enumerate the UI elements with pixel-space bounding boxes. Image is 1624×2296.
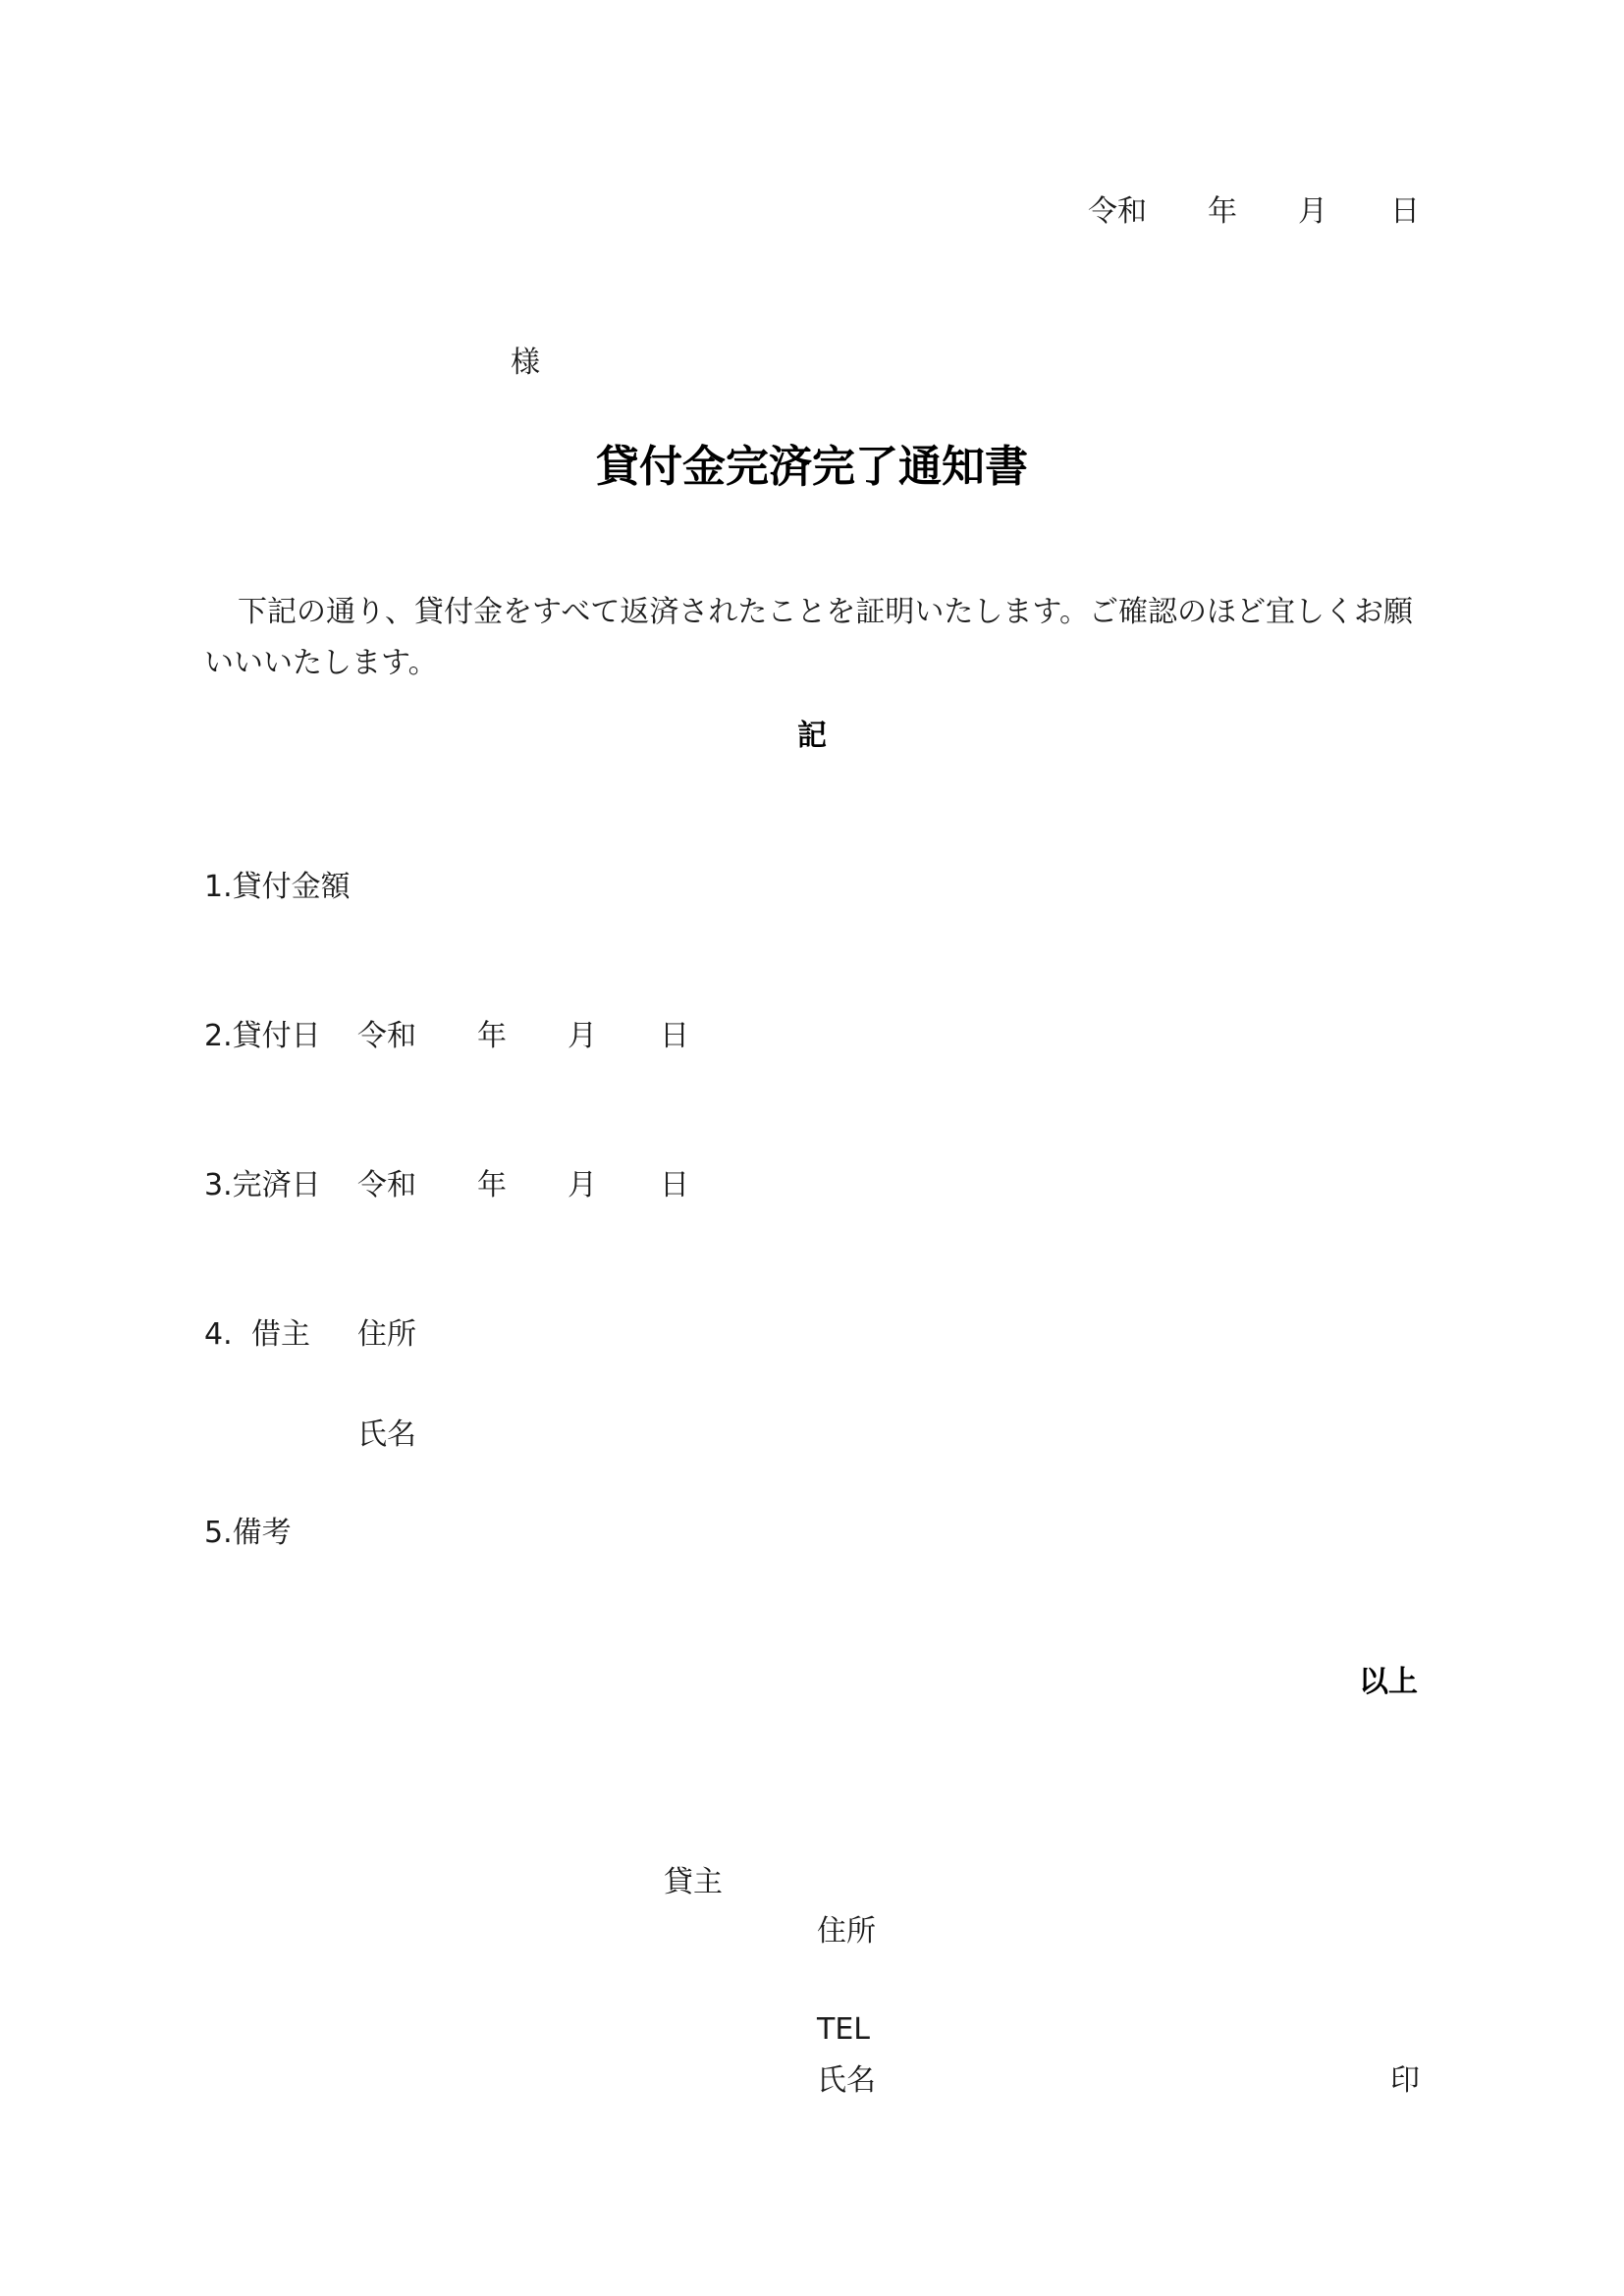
item-loan-date-day: 日	[660, 1019, 689, 1053]
item-loan-date-month: 月	[568, 1019, 597, 1053]
item-borrower-address-label: 住所	[357, 1317, 416, 1352]
lender-seal-mark: 印	[1390, 2063, 1420, 2098]
item-loan-date-year: 年	[477, 1019, 507, 1053]
item-loan-amount-label: 1.貸付金額	[204, 870, 351, 904]
lender-name-label: 氏名	[817, 2063, 876, 2098]
header-date-era: 令和	[1088, 194, 1147, 229]
item-repaid-date-label: 3.完済日	[204, 1168, 321, 1202]
item-loan-date-label: 2.貸付日	[204, 1019, 321, 1053]
item-loan-date-era: 令和	[357, 1019, 416, 1053]
ki-heading: 記	[797, 719, 827, 753]
header-date-day: 日	[1390, 194, 1420, 229]
item-repaid-date-month: 月	[568, 1168, 597, 1202]
recipient-suffix: 様	[511, 346, 540, 380]
item-borrower-name-label: 氏名	[357, 1417, 416, 1452]
document-title: 貸付金完済完了通知書	[596, 442, 1028, 492]
header-date-month: 月	[1298, 194, 1327, 229]
lender-label: 貸主	[664, 1865, 723, 1899]
item-borrower-number: 4.	[204, 1317, 233, 1352]
item-borrower-label: 借主	[251, 1317, 310, 1352]
body-paragraph: 下記の通り、貸付金をすべて返済されたことを証明いたします。ご確認のほど宜しくお願いいいたします。	[204, 595, 1413, 680]
item-repaid-date-year: 年	[477, 1168, 507, 1202]
item-remarks-label: 5.備考	[204, 1516, 292, 1550]
item-repaid-date-era: 令和	[357, 1168, 416, 1202]
closing-text: 以上	[1359, 1665, 1418, 1699]
header-date-year: 年	[1208, 194, 1237, 229]
lender-tel-label: TEL	[817, 2012, 870, 2047]
lender-address-label: 住所	[817, 1914, 876, 1949]
item-repaid-date-day: 日	[660, 1168, 689, 1202]
